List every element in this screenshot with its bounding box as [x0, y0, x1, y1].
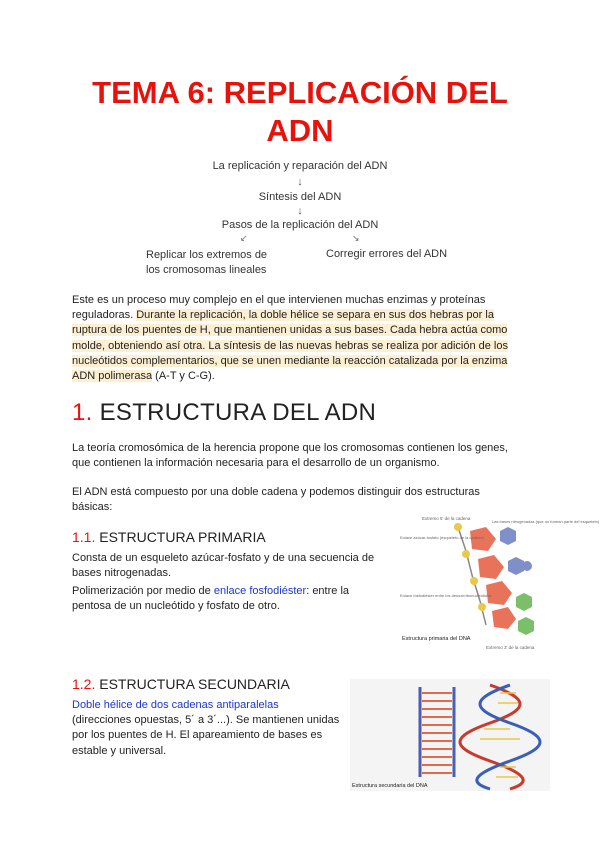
section-heading-estructura: 1. ESTRUCTURA DEL ADN [72, 399, 377, 426]
phosphate-icon [470, 577, 478, 585]
arrow-down-icon: ↓ [297, 176, 303, 188]
primary-structure-figure [396, 509, 600, 653]
fig-caption: Estructura secundaria del DNA [352, 783, 428, 789]
fig-bottom-label: Enlace fosfodiéster entre los desoxirribonucleótidos [400, 593, 492, 598]
primaria-paragraph-2: Polimerización por medio de enlace fosfodiéster: entre la pentosa de un nucleótido y fosfato de otro. [72, 585, 350, 613]
arrow-down-left-icon: ↙ [240, 233, 248, 243]
fig-top-label: Extremo 5' de la cadena [422, 516, 471, 521]
fig-right-label: Las bases nitrogenadas (que no forman parte del esqueleto) [492, 519, 600, 524]
enlace-fosfodiester-link[interactable]: enlace fosfodiéster [213, 585, 307, 597]
page-title-line1: TEMA 6: REPLICACIÓN DEL [92, 75, 508, 110]
fig-end-label: Extremo 3' de la cadena [486, 645, 535, 650]
arrow-down-right-icon: ↘ [352, 233, 360, 243]
subsection-heading-primaria: 1.1. ESTRUCTURA PRIMARIA [72, 529, 266, 545]
base-ring-icon [522, 561, 532, 571]
flow-branch-left: Replicar los extremos de los cromosomas lineales [146, 249, 268, 276]
intro-paragraph: Este es un proceso muy complejo en el que intervienen muchas enzimas y proteínas reguladoras. Durante la replicación, la doble hélice se separa en sus dos hebras por la ruptura de los puentes de H, que mantienen unidas a sus bases. Cada hebra actúa como molde, obteniendo así otra. La síntesis de las nuevas hebras se realiza por adición de los nucleótidos complementarios, que se unen mediante la reacción catalizada por la enzima ADN polimerasa (A-T y C-G). [72, 294, 508, 383]
highlighted-text: Durante la replicación, la doble hélice se separa en sus dos hebras por la ruptura de los puentes de H, que mantienen unidas a sus bases. Cada hebra actúa como molde, obteniendo así otra. La síntesis de las nuevas hebras se realiza por adición de los nucleótidos complementarios, que se unen mediante la reacción catalizada por la enzima ADN polimerasa [72, 309, 508, 383]
doble-helice-link[interactable]: Doble hélice de dos cadenas antiparalelas [72, 699, 279, 711]
flow-branch-right: Corregir errores del ADN [326, 248, 448, 260]
phosphate-icon [462, 550, 470, 558]
primaria-paragraph-1: Consta de un esqueleto azúcar-fosfato y de una secuencia de bases nitrogenadas. [72, 552, 375, 580]
page-title-line2: ADN [266, 113, 334, 148]
flow-step-1: La replicación y reparación del ADN [212, 160, 388, 172]
flow-step-2: Síntesis del ADN [258, 191, 342, 203]
secundaria-paragraph: Doble hélice de dos cadenas antiparalelas (direcciones opuestas, 5´ a 3´...). Se mantienen unidas por los puentes de H. El apareamiento de bases es estable y universal. [72, 699, 340, 757]
phosphate-icon [478, 603, 486, 611]
phosphate-icon [454, 523, 462, 531]
fig-left-label: Enlace azúcar-fosfato (esqueleto de la cadena) [400, 535, 484, 540]
section1-paragraph-1: La teoría cromosómica de la herencia propone que los cromosomas contienen los genes, que contienen la información necesaria para el desarrollo de un organismo. [72, 442, 508, 470]
flow-step-3: Pasos de la replicación del ADN [221, 219, 379, 231]
arrow-down-icon: ↓ [297, 205, 303, 217]
section1-paragraph-2: El ADN está compuesto por una doble cadena y podemos distinguir dos estructuras básicas: [72, 486, 480, 514]
fig-caption: Estructura primaria del DNA [402, 636, 471, 642]
subsection-heading-secundaria: 1.2. ESTRUCTURA SECUNDARIA [72, 676, 290, 692]
page-title [40, 74, 560, 150]
secondary-structure-figure [350, 679, 550, 791]
